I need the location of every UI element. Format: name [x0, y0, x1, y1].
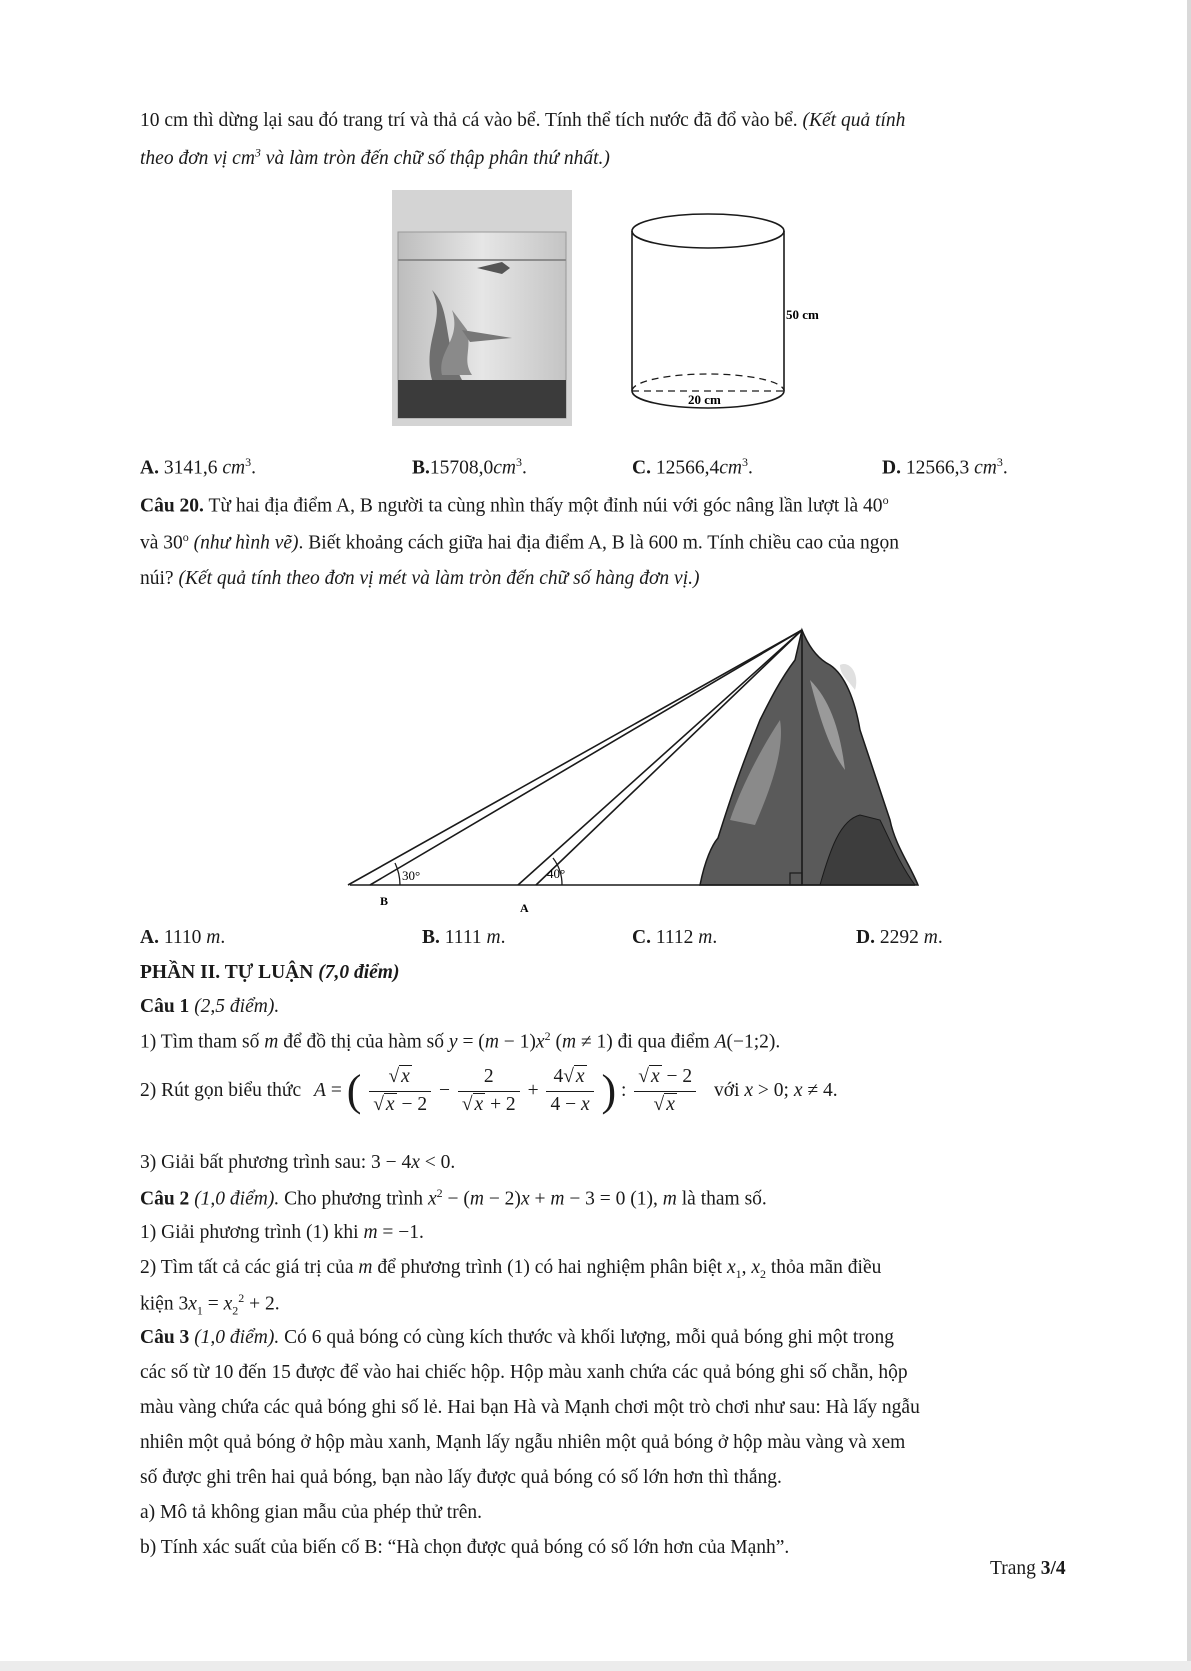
c3-line-4: nhiên một quả bóng ở hộp màu xanh, Mạnh lấy ngẫu nhiên một quả bóng ở hộp màu vàng và xem [140, 1432, 906, 1453]
page-number: Trang 3/4 [990, 1558, 1066, 1579]
cylinder-height-label: 50 cm [786, 307, 819, 322]
page-edge-right [1187, 0, 1191, 1671]
c2-item-2-cont: kiện $3x_1 = x_2^2 + 2$. [140, 1291, 280, 1318]
c2-item-1: 1) Giải phương trình (1) khi m = −1. [140, 1222, 424, 1243]
q20-option-a: A. 1110 m. [140, 927, 226, 948]
c3-line-5: số được ghi trên hai quả bóng, bạn nào lấy được quả bóng có số lớn hơn thì thắng. [140, 1467, 782, 1488]
page-edge-bottom [0, 1661, 1191, 1671]
q20-option-c: C. 1112 m. [632, 927, 718, 948]
q19-option-d: D. 12566,3 $cm^3$. [882, 455, 1008, 479]
q20-text-line-1: Câu 20. Từ hai địa điểm A, B người ta cùng nhìn thấy một đỉnh núi với góc nâng lần lượt là 40$^o$ [140, 493, 889, 517]
point-b-label: B [380, 894, 389, 908]
c2-heading: Câu 2 (1,0 điểm). Cho phương trình $x^2 - (m - 2)x + m - 3 = 0$ (1), m là tham số. [140, 1186, 767, 1210]
c1-heading: Câu 1 (2,5 điểm). [140, 996, 280, 1017]
c1-item-3: 3) Giải bất phương trình sau: 3 − 4x < 0. [140, 1152, 456, 1173]
q19-option-b: $B.15708,0cm^3$. [412, 455, 527, 479]
part2-heading: PHẦN II. TỰ LUẬN (7,0 điểm) [140, 962, 400, 983]
cylinder-diagram [628, 205, 828, 421]
c2-item-2: 2) Tìm tất cả các giá trị của m để phương trình (1) có hai nghiệm phân biệt $x_1$, $x_2$ thỏa mãn điều [140, 1257, 882, 1281]
q19-option-c: C. $12566,4cm^3$. [632, 455, 753, 479]
c1-item-2: 2) Rút gọn biểu thức A = ( $\frac{√ x}{√ x - 2}$ − $\frac{2}{√ x + 2}$ + $\frac{4√ x}{4 - x}$ ) : $\frac{√ x - 2}{√ x}$ với x > 0; x ≠ 4. [140, 1066, 838, 1115]
q20-option-d: D. 2292 m. [856, 927, 943, 948]
c3-item-b: b) Tính xác suất của biến cố B: “Hà chọn được quả bóng có số lớn hơn của Mạnh”. [140, 1537, 790, 1558]
angle-b-label: 30° [402, 868, 421, 883]
q19-text-line-2: theo đơn vị $cm^3$ và làm tròn đến chữ số thập phân thứ nhất.) [140, 145, 610, 169]
q19-option-a: A. 3141,6 $cm^3$. [140, 455, 256, 479]
angle-a-label: 40° [547, 866, 566, 881]
c1-item-1: 1) Tìm tham số m để đồ thị của hàm số $y = (m - 1)x^2$ (m ≠ 1) đi qua điểm A(−1;2). [140, 1029, 781, 1053]
cylinder-diameter-label: 20 cm [688, 392, 721, 407]
c3-line-1: Câu 3 (1,0 điểm). Có 6 quả bóng có cùng kích thước và khối lượng, mỗi quả bóng ghi một trong [140, 1327, 894, 1348]
q20-option-b: B. 1111 m. [422, 927, 506, 948]
q20-text-line-2: và 30$^o$ (như hình vẽ). Biết khoảng cách giữa hai địa điểm A, B là 600 m. Tính chiều cao của ngọn [140, 530, 899, 554]
q19-text-line-1: 10 cm thì dừng lại sau đó trang trí và thả cá vào bể. Tính thể tích nước đã đổ vào bể. (Kết quả tính [140, 110, 906, 131]
c3-line-3: màu vàng chứa các quả bóng ghi số lẻ. Hai bạn Hà và Mạnh chơi một trò chơi như sau: Hà lấy ngẫu [140, 1397, 920, 1418]
aquarium-photo [392, 190, 572, 426]
c3-line-2: các số từ 10 đến 15 được để vào hai chiếc hộp. Hộp màu xanh chứa các quả bóng ghi số chẵn, hộp [140, 1362, 908, 1383]
c3-item-a: a) Mô tả không gian mẫu của phép thử trên. [140, 1502, 482, 1523]
q20-text-line-3: núi? (Kết quả tính theo đơn vị mét và làm tròn đến chữ số hàng đơn vị.) [140, 568, 700, 589]
mountain-diagram [340, 620, 940, 920]
point-a-label: A [520, 901, 529, 915]
